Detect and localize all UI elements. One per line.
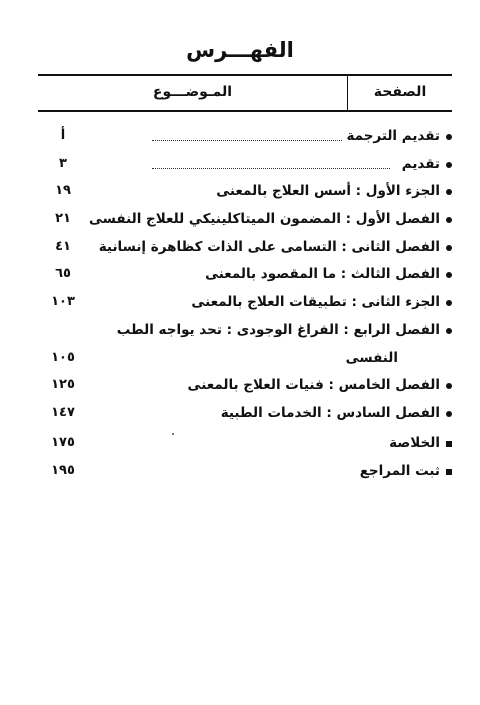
toc-entry[interactable] — [38, 126, 452, 150]
entry-page-number: ٦٥ — [55, 266, 71, 281]
entry-title: الفصل الثانى : التسامى على الذات كظاهرة إنسانية — [98, 239, 440, 255]
entry-title: الفصل الثالث : ما المقصود بالمعنى — [205, 266, 440, 282]
entry-title: الجزء الأول : أسس العلاج بالمعنى — [216, 183, 440, 199]
entry-title: تقديم — [401, 156, 440, 172]
bullet-icon — [446, 383, 452, 389]
bullet-icon — [446, 328, 452, 334]
entry-title: الفصل الرابع : الفراغ الوجودى : تحد يواجه الطب — [116, 322, 440, 338]
toc-entry[interactable] — [38, 209, 452, 233]
toc-entry[interactable] — [38, 375, 452, 399]
toc-entry[interactable] — [38, 181, 452, 205]
entry-page-number: ٣ — [59, 156, 67, 171]
table-header — [38, 74, 452, 112]
toc-entry[interactable] — [38, 292, 452, 316]
entry-title: الخلاصة — [389, 435, 440, 451]
toc-entry[interactable] — [38, 433, 452, 457]
square-bullet-icon — [446, 441, 452, 447]
topic-column-header: المـوضـــوع — [152, 84, 233, 100]
toc-entry[interactable] — [38, 154, 452, 178]
entry-page-number: ١٤٧ — [51, 405, 75, 420]
entry-page-number: ١٠٥ — [51, 350, 75, 365]
dot-leader — [152, 168, 390, 169]
entry-page-number: ١٧٥ — [51, 435, 75, 450]
square-bullet-icon — [446, 469, 452, 475]
bullet-icon — [446, 300, 452, 306]
entry-page-number: ١٢٥ — [51, 377, 75, 392]
bullet-icon — [446, 134, 452, 140]
entry-title: الجزء الثانى : تطبيقات العلاج بالمعنى — [191, 294, 440, 310]
entry-title-continuation: النفسى — [345, 350, 398, 366]
toc-entry[interactable] — [38, 237, 452, 261]
entry-page-number: ٤١ — [55, 239, 71, 254]
entry-page-number: ٢١ — [55, 211, 71, 226]
bullet-icon — [446, 245, 452, 251]
entry-title: تقديم الترجمة — [346, 128, 440, 144]
entry-title: ثبت المراجع — [359, 463, 440, 479]
entry-title: الفصل الخامس : فنيات العلاج بالمعنى — [187, 377, 440, 393]
bullet-icon — [446, 272, 452, 278]
bullet-icon — [446, 411, 452, 417]
toc-entry[interactable] — [38, 403, 452, 427]
entry-title: الفصل السادس : الخدمات الطبية — [220, 405, 440, 421]
entry-title: الفصل الأول : المضمون الميتاكلينيكي للعلاج النفسى — [89, 211, 440, 227]
page-title: الفهـــرس — [186, 38, 294, 62]
toc-entry[interactable] — [38, 461, 452, 485]
bullet-icon — [446, 189, 452, 195]
scan-speck — [172, 433, 174, 435]
entry-page-number: ١٠٣ — [51, 294, 75, 309]
dot-leader — [152, 140, 342, 141]
bullet-icon — [446, 162, 452, 168]
bullet-icon — [446, 217, 452, 223]
toc-entry[interactable] — [38, 264, 452, 288]
entry-page-number: ١٩ — [55, 183, 71, 198]
entry-page-number: أ — [60, 128, 66, 143]
page-column-header: الصفحة — [373, 84, 427, 100]
entry-page-number: ١٩٥ — [51, 463, 75, 478]
toc-entry[interactable] — [38, 320, 452, 344]
header-divider — [347, 76, 348, 110]
